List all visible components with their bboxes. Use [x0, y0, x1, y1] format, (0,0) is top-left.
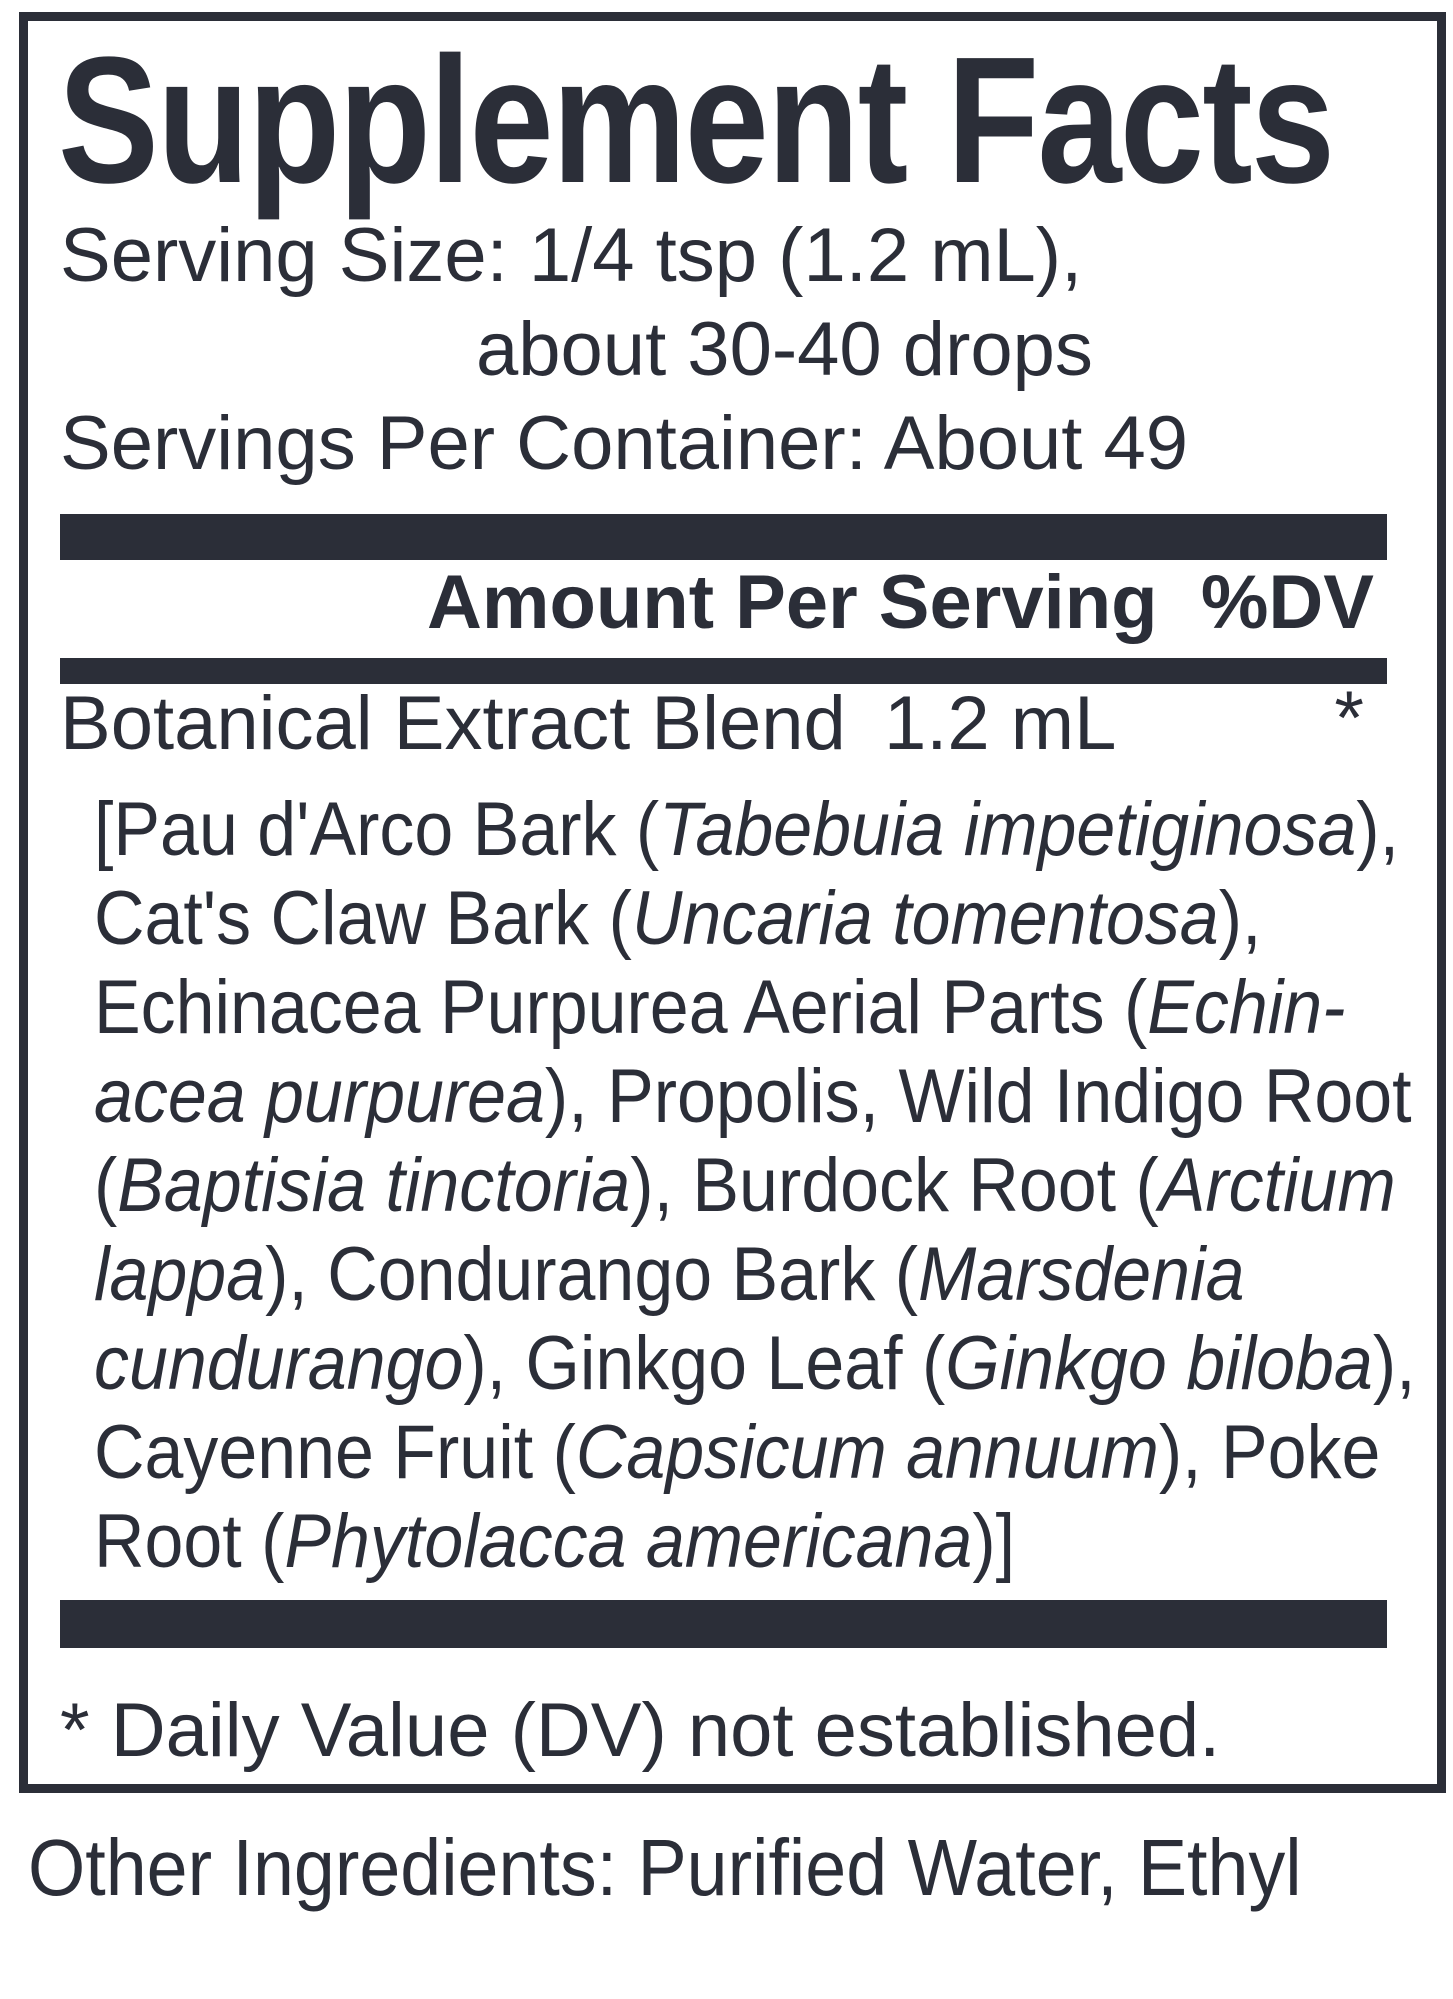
botanical-latin-name: Arctium [1158, 1143, 1396, 1228]
botanical-latin-name: Capsicum annuum [575, 1410, 1159, 1495]
divider-bar-thick-bottom [60, 1600, 1387, 1648]
botanical-latin-name: cundurango [94, 1321, 464, 1406]
botanical-latin-name: Tabebuia impetiginosa [659, 787, 1357, 872]
blend-line [94, 1052, 1416, 1141]
blend-text-segment: ), Ginkgo Leaf ( [463, 1321, 946, 1406]
blend-row-name-text: Botanical Extract Blend [60, 681, 846, 766]
servings-per-container-line [60, 396, 1188, 492]
blend-line [94, 1408, 1416, 1497]
blend-text-segment: ), Poke [1158, 1410, 1381, 1495]
serving-size-text: Serving Size: 1/4 tsp (1.2 mL), [60, 213, 1083, 298]
botanical-latin-name: acea purpurea [94, 1054, 545, 1139]
blend-text-segment: ), [1218, 876, 1262, 961]
blend-line [94, 1141, 1416, 1230]
blend-text-segment: Cat's Claw Bark ( [94, 876, 632, 961]
serving-size-line [60, 208, 1082, 304]
blend-line [94, 1319, 1416, 1408]
botanical-latin-name: Baptisia tinctoria [117, 1143, 631, 1228]
other-ingredients-line: Other Ingredients: Purified Water, Ethyl [28, 1823, 1302, 1912]
blend-row-amount-text: 1.2 mL [884, 681, 1117, 766]
blend-line [94, 1497, 1416, 1586]
blend-text-segment: ), [1356, 787, 1400, 872]
blend-row-dv-asterisk-text: * [1334, 676, 1364, 761]
blend-text-segment: ), [1372, 1321, 1416, 1406]
botanical-latin-name: Marsdenia [918, 1232, 1245, 1317]
blend-text-segment: Root ( [94, 1499, 285, 1584]
serving-size-continuation-line [476, 302, 1093, 398]
amount-per-serving-header [427, 555, 1158, 651]
dv-footnote-text: * Daily Value (DV) not established. [60, 1688, 1221, 1773]
percent-dv-header-text: %DV [1200, 560, 1374, 645]
blend-text-segment: ), Burdock Root ( [630, 1143, 1159, 1228]
blend-ingredient-list [94, 785, 1453, 1586]
botanical-latin-name: Ginkgo biloba [945, 1321, 1373, 1406]
serving-size-continuation-text: about 30-40 drops [476, 307, 1093, 392]
divider-bar-thick-top [60, 514, 1387, 560]
dv-footnote [60, 1683, 1220, 1779]
blend-row-dv-asterisk [1334, 671, 1364, 767]
botanical-latin-name: Phytolacca americana [284, 1499, 973, 1584]
blend-row-name [60, 676, 846, 772]
blend-text-segment: Cayenne Fruit ( [94, 1410, 576, 1495]
botanical-latin-name: Echin- [1147, 965, 1346, 1050]
blend-line [94, 785, 1416, 874]
blend-line [94, 1230, 1416, 1319]
percent-dv-header [1201, 555, 1374, 651]
blend-text-segment: )] [972, 1499, 1016, 1584]
blend-text-segment: ( [94, 1143, 118, 1228]
blend-text-segment: Echinacea Purpurea Aerial Parts ( [94, 965, 1148, 1050]
blend-text-segment: ), Condurango Bark ( [265, 1232, 919, 1317]
blend-line [94, 874, 1416, 963]
blend-text-segment: ), Propolis, Wild Indigo Root [544, 1054, 1412, 1139]
panel-title: Supplement Facts [58, 20, 1334, 221]
blend-text-segment: [Pau d'Arco Bark ( [94, 787, 660, 872]
servings-per-container-text: Servings Per Container: About 49 [60, 401, 1189, 486]
botanical-latin-name: lappa [94, 1232, 266, 1317]
blend-line [94, 963, 1416, 1052]
blend-row-amount [884, 676, 1116, 772]
amount-per-serving-header-text: Amount Per Serving [427, 560, 1158, 645]
supplement-facts-panel [19, 12, 1446, 1793]
botanical-latin-name: Uncaria tomentosa [631, 876, 1219, 961]
